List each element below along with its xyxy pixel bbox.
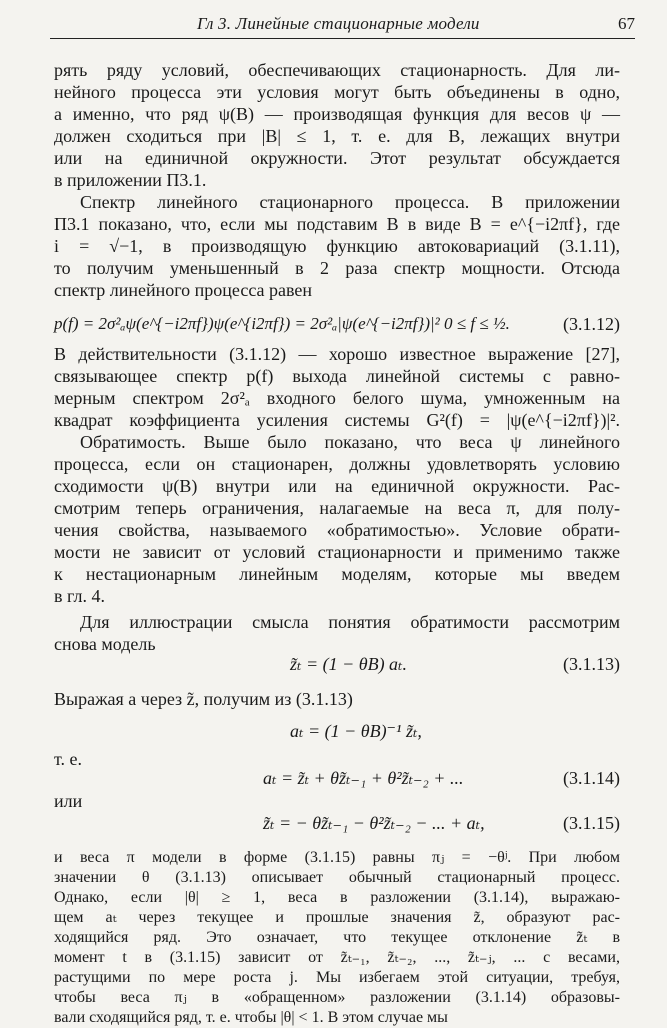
section-heading-invertibility: Обратимость. Выше было показано, что веса ψ линейного — [80, 432, 620, 452]
text-line: i = √−1, в производящую функцию автоковариаций (3.1.11), — [54, 236, 620, 256]
connector-text: или — [54, 791, 83, 811]
page-header — [50, 8, 635, 39]
text-line: к нестационарным линейным моделям, которые мы введем — [54, 564, 620, 584]
text-line: спектр линейного процесса равен — [54, 280, 313, 300]
text-line: Для иллюстрации смысла понятия обратимости рассмотрим — [80, 612, 620, 632]
page-number: 67 — [618, 14, 635, 33]
connector-text: т. е. — [54, 749, 83, 769]
equation-number: (3.1.12) — [563, 314, 620, 334]
running-title: Гл 3. Линейные стационарные модели — [197, 14, 480, 33]
text-line: Выражая a через z̃, получим из (3.1.13) — [54, 689, 353, 709]
equation-pi-form: z̃ₜ = − θz̃ₜ₋₁ − θ²z̃ₜ₋₂ − ... + aₜ, — [263, 813, 485, 833]
text-line: должен сходиться при |B| ≤ 1, т. е. для B, лежащих внутри — [54, 126, 620, 146]
text-line: рять ряду условий, обеспечивающих стационарность. Для ли- — [54, 60, 620, 80]
equation-spectrum: p(f) = 2σ²ₐψ(e^{−i2πf})ψ(e^{i2πf}) = 2σ²ₐ|ψ(e^{−i2πf})|² 0 ≤ f ≤ ½. — [54, 314, 510, 333]
text-line: момент t в (3.1.15) зависит от z̃ₜ₋₁, z̃ₜ₋₂, ..., z̃ₜ₋ⱼ, ... с весами, — [54, 949, 620, 966]
equation-inverse: aₜ = (1 − θB)⁻¹ z̃ₜ, — [290, 721, 422, 741]
equation-model: z̃ₜ = (1 − θB) aₜ. — [290, 654, 407, 674]
text-line: процесса, если он стационарен, должны удовлетворять условию — [54, 454, 620, 474]
text-line: связывающее спектр p(f) выхода линейной системы с равно- — [54, 366, 620, 386]
text-line: чтобы веса πⱼ в «обращенном» разложении (3.1.14) образовы- — [54, 989, 620, 1006]
text-line: Однако, если |θ| ≥ 1, веса в разложении (3.1.14), выражаю- — [54, 889, 620, 906]
text-line: то получим уменьшенный в 2 раза спектр мощности. Отсюда — [54, 258, 620, 278]
text-line: в гл. 4. — [54, 586, 105, 606]
section-heading-spectrum: Спектр линейного стационарного процесса. В приложении — [80, 192, 620, 212]
text-line: нейного процесса эти условия могут быть объединены в одно, — [54, 82, 620, 102]
text-line: П3.1 показано, что, если мы подставим B в виде B = e^{−i2πf}, где — [54, 214, 620, 234]
text-line: в приложении П3.1. — [54, 170, 207, 190]
text-line: а именно, что ряд ψ(B) — производящая функция для весов ψ — — [54, 104, 620, 124]
text-line: или на единичной окружности. Этот результат обсуждается — [54, 148, 620, 168]
equation-number: (3.1.14) — [563, 768, 620, 788]
text-line: чения свойства, называемого «обратимостью». Условие обрати- — [54, 520, 620, 540]
text-line: сходимости ψ(B) внутри или на единичной окружности. Рас- — [54, 476, 620, 496]
equation-number: (3.1.13) — [563, 654, 620, 674]
text-line-overflow: растущими по мере роста j. Мы избегаем этой ситуации, требуя, — [54, 969, 620, 986]
text-line: смотрим теперь ограничения, налагаемые на веса π, для полу- — [54, 498, 620, 518]
text-line: снова модель — [54, 634, 156, 654]
text-line: значении θ (3.1.13) описывает обычный стационарный процесс. — [54, 869, 620, 886]
text-line: вали сходящийся ряд, т. е. чтобы |θ| < 1. В этом случае мы — [54, 1009, 448, 1026]
text-line: щем aₜ через текущее и прошлые значения z̃, образуют рас- — [54, 909, 620, 926]
text-line: ходящийся ряд. Это означает, что текущее отклонение z̃ₜ в — [54, 929, 620, 946]
equation-number: (3.1.15) — [563, 813, 620, 833]
text-line: квадрат коэффициента усиления системы G²(f) = |ψ(e^{−i2πf})|². — [54, 410, 620, 430]
text-line: В действительности (3.1.12) — хорошо известное выражение [27], — [54, 344, 620, 364]
text-line: и веса π модели в форме (3.1.15) равны πⱼ = −θʲ. При любом — [54, 849, 620, 866]
text-line: мости не зависит от условий стационарности и применимо также — [54, 542, 620, 562]
text-line: мерным спектром 2σ²ₐ входного белого шума, умноженным на — [54, 388, 620, 408]
equation-expansion: aₜ = z̃ₜ + θz̃ₜ₋₁ + θ²z̃ₜ₋₂ + ... — [263, 768, 464, 788]
